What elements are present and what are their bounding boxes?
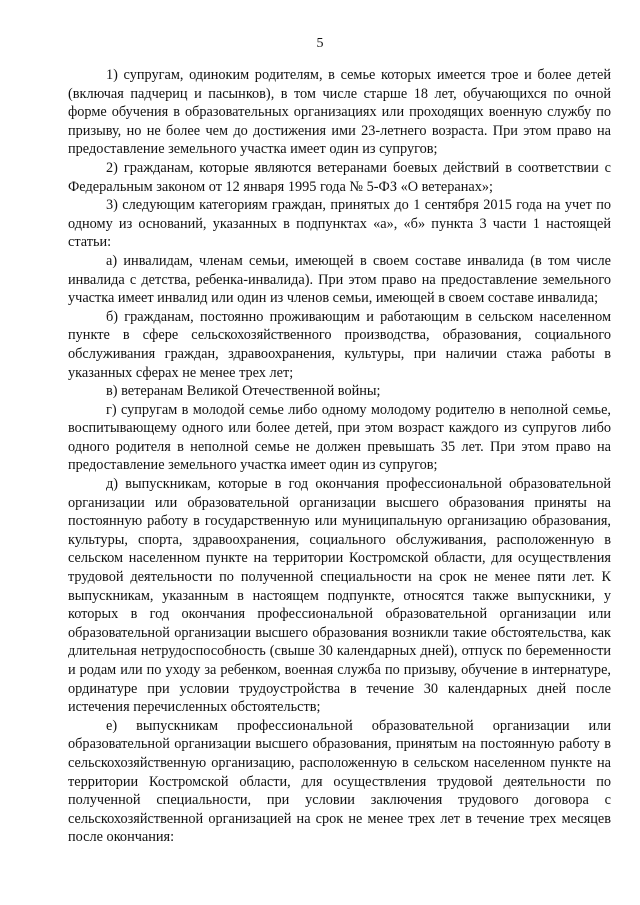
paragraph-item-2: 2) гражданам, которые являются ветеранами боевых действий в соответствии с Федеральным законом от 12 января 1995 года № 5-ФЗ «О ветеранах»;	[68, 159, 611, 195]
paragraph-subitem-v: в) ветеранам Великой Отечественной войны;	[106, 383, 381, 400]
paragraph-subitem-e: е) выпускникам профессиональной образовательной организации или образовательной организации высшего образования, принятым на постоянную работу в сельскохозяйственную организацию, расположенную в сельском населенном пункте на территории Костромской области, для осуществления трудовой деятельности по полученной специальности, при условии заключения трудового договора с сельскохозяйственной организацией на срок не менее трех лет в течение трех месяцев после окончания:	[68, 717, 611, 846]
paragraph-subitem-d: д) выпускникам, которые в год окончания профессиональной образовательной организации или образовательной организации высшего образования приняты на постоянную работу в государственную или муниципальную организацию образования, культуры, спорта, здравоохранения, социального обслуживания, расположенную в сельском населенном пункте на территории Костромской области, для осуществления трудовой деятельности по полученной специальности на срок не менее пяти лет. К выпускникам, указанным в настоящем подпункте, относятся также выпускники, у которых в год окончания профессиональной образовательной организации или образовательной организации высшего образования возникли такие обстоятельства, как длительная нетрудоспособность (свыше 30 календарных дней), отпуск по беременности и родам или по уходу за ребенком, военная служба по призыву, обучение в интернатуре, ординатуре при условии трудоустройства в течение 30 календарных дней после истечения перечисленных обстоятельств;	[68, 476, 611, 716]
document-body	[68, 66, 611, 847]
paragraph-subitem-b: б) гражданам, постоянно проживающим и работающим в сельском населенном пункте в сфере сельскохозяйственного производства, образования, социального обслуживания граждан, здравоохранения, культуры, при наличии стажа работы в указанных сферах не менее трех лет;	[68, 308, 611, 381]
paragraph-item-3: 3) следующим категориям граждан, принятых до 1 сентября 2015 года на учет по одному из оснований, указанных в подпунктах «а», «б» пункта 3 части 1 настоящей статьи:	[68, 197, 611, 251]
page-number: 5	[316, 36, 324, 51]
paragraph-item-1: 1) супругам, одиноким родителям, в семье которых имеется трое и более детей (включая падчериц и пасынков), в том числе старше 18 лет, обучающихся по очной форме обучения в образовательных организациях или проходящих военную службу по призыву, но не более чем до достижения ими 23-летнего возраста. При этом право на предоставление земельного участка имеет один из супругов;	[68, 67, 611, 158]
paragraph-subitem-g: г) супругам в молодой семье либо одному молодому родителю в неполной семье, воспитывающему одного или более детей, при этом возраст каждого из супругов либо одного родителя в неполной семье не должен превышать 35 лет. При этом право на предоставление земельного участка имеет один из супругов;	[68, 401, 611, 474]
paragraph-subitem-a: а) инвалидам, членам семьи, имеющей в своем составе инвалида (в том числе инвалида с детства, ребенка-инвалида). При этом право на предоставление земельного участка имеет инвалид или один из членов семьи, имеющей в своем составе инвалида;	[68, 252, 611, 307]
